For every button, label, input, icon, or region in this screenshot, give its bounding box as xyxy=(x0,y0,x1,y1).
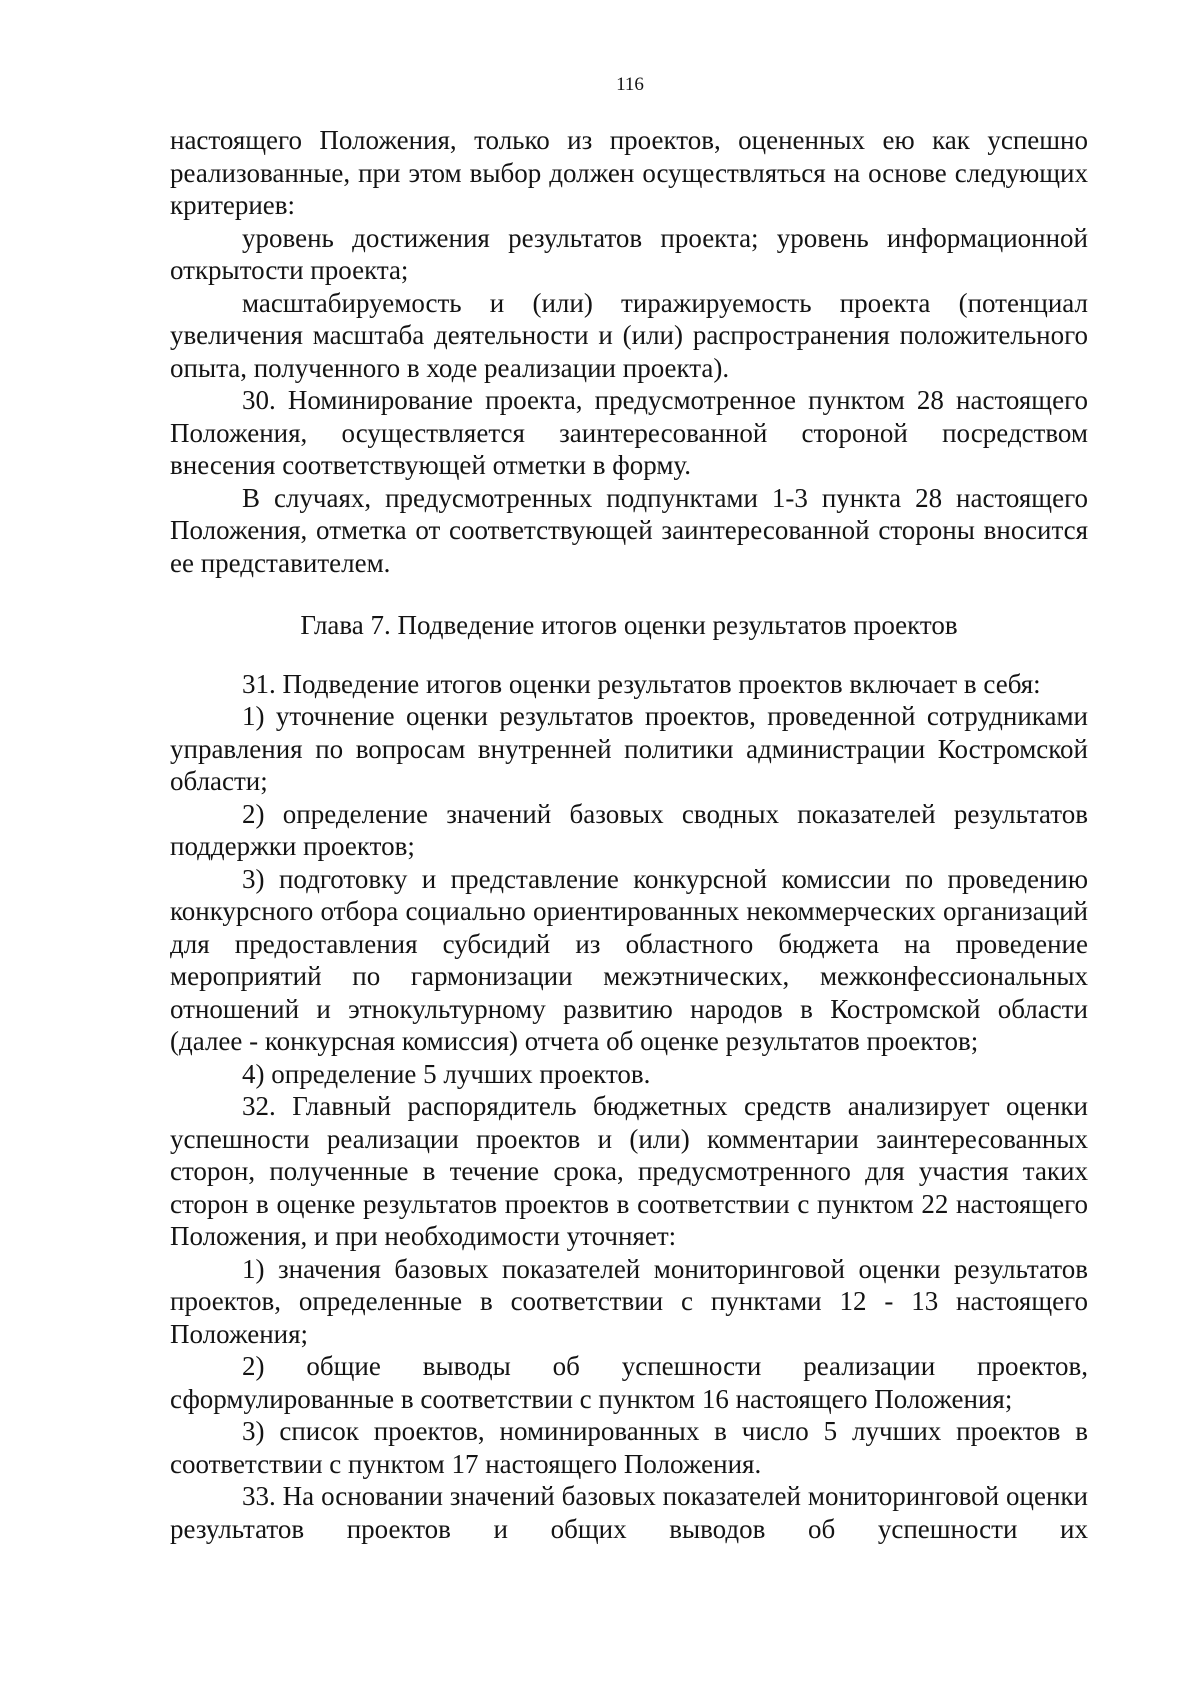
chapter-title: Глава 7. Подведение итогов оценки результатов проектов xyxy=(300,610,958,640)
paragraph-clause-32-item-2: 2) общие выводы об успешности реализации проектов, сформулированные в соответствии с пунктом 16 настоящего Положения; xyxy=(170,1351,1088,1414)
page-number: 116 xyxy=(616,74,644,95)
paragraph-criterion-2: масштабируемость и (или) тиражируемость проекта (потенциал увеличения масштаба деятельности и (или) распространения положительного опыта, полученного в ходе реализации проекта). xyxy=(170,287,1088,383)
paragraph-clause-33: 33. На основании значений базовых показателей мониторинговой оценки результатов проектов и общих выводов об успешности их xyxy=(170,1481,1088,1544)
paragraph-continuation: настоящего Положения, только из проектов, оцененных ею как успешно реализованные, при этом выбор должен осуществляться на основе следующих критериев: xyxy=(170,125,1088,220)
paragraph-clause-31-item-3: 3) подготовку и представление конкурсной комиссии по проведению конкурсного отбора социально ориентированных некоммерческих организаций для предоставления субсидий из областного бюджета на проведение мероприятий по гармонизации межэтнических, межконфессиональных отношений и этнокультурному развитию народов в Костромской области (далее - конкурсная комиссия) отчета об оценке результатов проектов; xyxy=(170,863,1088,1056)
paragraph-clause-31-item-1: 1) уточнение оценки результатов проектов, проведенной сотрудниками управления по вопросам внутренней политики администрации Костромской области; xyxy=(170,701,1088,796)
paragraph-clause-32-item-3: 3) список проектов, номинированных в число 5 лучших проектов в соответствии с пунктом 17 настоящего Положения. xyxy=(170,1416,1088,1479)
paragraph-clause-31: 31. Подведение итогов оценки результатов проектов включает в себя: xyxy=(242,668,1041,699)
paragraph-clause-32: 32. Главный распорядитель бюджетных средств анализирует оценки успешности реализации проектов и (или) комментарии заинтересованных сторон, полученные в течение срока, предусмотренного для участия таких сторон в оценке результатов проектов в соответствии с пунктом 22 настоящего Положения, и при необходимости уточняет: xyxy=(170,1091,1088,1251)
paragraph-clause-31-item-4: 4) определение 5 лучших проектов. xyxy=(242,1058,651,1089)
paragraph-clause-30-note: В случаях, предусмотренных подпунктами 1-3 пункта 28 настоящего Положения, отметка от соответствующей заинтересованной стороны вносится ее представителем. xyxy=(170,482,1088,578)
paragraph-clause-32-item-1: 1) значения базовых показателей мониторинговой оценки результатов проектов, определенные в соответствии с пунктами 12 - 13 настоящего Положения; xyxy=(170,1253,1088,1349)
paragraph-clause-31-item-2: 2) определение значений базовых сводных показателей результатов поддержки проектов; xyxy=(170,798,1088,861)
paragraph-criterion-1: уровень достижения результатов проекта; уровень информационной открытости проекта; xyxy=(170,222,1088,285)
document-body xyxy=(170,124,1088,1545)
paragraph-clause-30: 30. Номинирование проекта, предусмотренное пунктом 28 настоящего Положения, осуществляется заинтересованной стороной посредством внесения соответствующей отметки в форму. xyxy=(170,385,1088,480)
